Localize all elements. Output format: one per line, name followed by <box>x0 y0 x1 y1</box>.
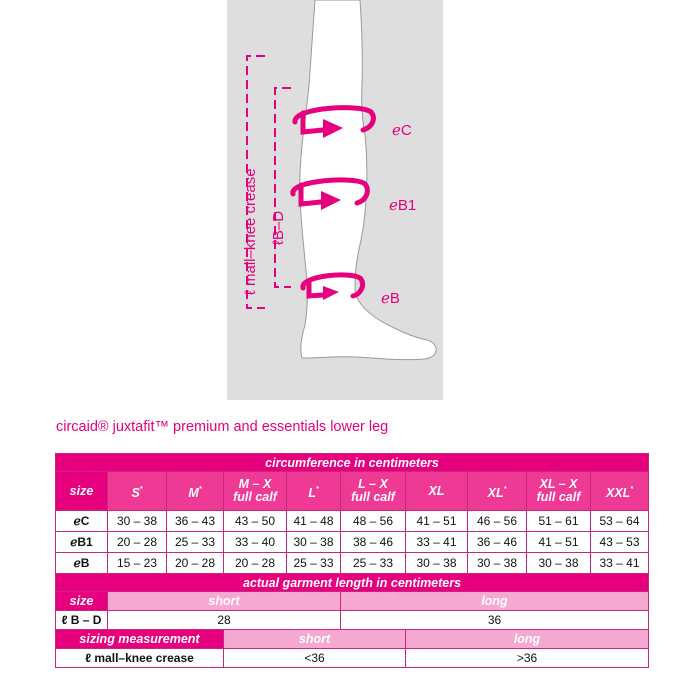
garment-row-label: ℓ B – D <box>56 611 108 630</box>
row-label-b1: ℯB1 <box>56 532 108 553</box>
table-cell: 48 – 56 <box>341 511 406 532</box>
table-cell: 25 – 33 <box>167 532 224 553</box>
circumference-heading-row <box>56 454 649 472</box>
table-cell: 30 – 38 <box>406 553 468 574</box>
length-mall-knee-label: ℓ mall–knee crease <box>242 168 259 295</box>
table-cell: 25 – 33 <box>287 553 341 574</box>
size-header-xl-x: XL – X full calf <box>527 472 591 511</box>
table-cell: 33 – 41 <box>406 532 468 553</box>
table-cell: 38 – 46 <box>341 532 406 553</box>
sizing-row-label: ℓ mall–knee crease <box>56 649 224 668</box>
leg-measurement-illustration <box>227 0 443 400</box>
size-header-xl: XL <box>406 472 468 511</box>
garment-short-header: short <box>108 592 341 611</box>
garment-length-heading: actual garment length in centimeters <box>56 574 649 592</box>
marker-b1-label: ℯB1 <box>389 197 417 214</box>
size-header-l-x: L – X full calf <box>341 472 406 511</box>
table-cell: 30 – 38 <box>527 553 591 574</box>
table-cell: 33 – 41 <box>591 553 649 574</box>
table-cell: 41 – 51 <box>406 511 468 532</box>
garment-size-label: size <box>56 592 108 611</box>
table-row <box>56 553 649 574</box>
table-row <box>56 649 649 668</box>
table-cell: 20 – 28 <box>108 532 167 553</box>
table-cell: 33 – 40 <box>224 532 287 553</box>
table-cell: 20 – 28 <box>167 553 224 574</box>
size-label: size <box>56 472 108 511</box>
table-cell: 15 – 23 <box>108 553 167 574</box>
table-row <box>56 611 649 630</box>
table-cell: 53 – 64 <box>591 511 649 532</box>
table-cell: 51 – 61 <box>527 511 591 532</box>
size-header-s: S* <box>108 472 167 511</box>
table-cell: 25 – 33 <box>341 553 406 574</box>
sizing-measurement-label: sizing measurement <box>56 630 224 649</box>
size-header-m: M* <box>167 472 224 511</box>
table-cell: 41 – 51 <box>527 532 591 553</box>
table-cell: 30 – 38 <box>287 532 341 553</box>
sizing-short-header: short <box>224 630 406 649</box>
size-header-row <box>56 472 649 511</box>
table-cell: 43 – 50 <box>224 511 287 532</box>
size-header-m-x: M – X full calf <box>224 472 287 511</box>
product-title: circaid® juxtafit™ premium and essentials lower leg <box>56 419 389 435</box>
sizing-long-header: long <box>406 630 649 649</box>
row-label-b: ℯB <box>56 553 108 574</box>
table-cell: 30 – 38 <box>468 553 527 574</box>
size-chart-table <box>55 453 649 668</box>
table-row <box>56 532 649 553</box>
marker-b-label: ℯB <box>381 290 400 307</box>
table-cell: 46 – 56 <box>468 511 527 532</box>
sizing-header-row <box>56 630 649 649</box>
table-cell: 30 – 38 <box>108 511 167 532</box>
garment-long-value: 36 <box>341 611 649 630</box>
garment-short-value: 28 <box>108 611 341 630</box>
sizing-short-value: <36 <box>224 649 406 668</box>
garment-long-header: long <box>341 592 649 611</box>
table-cell: 36 – 46 <box>468 532 527 553</box>
table-row <box>56 511 649 532</box>
garment-length-heading-row <box>56 574 649 592</box>
marker-c-label: ℯC <box>392 122 412 139</box>
size-header-xxl: XXL* <box>591 472 649 511</box>
size-header-xl-star: XL* <box>468 472 527 511</box>
row-label-c: ℯC <box>56 511 108 532</box>
table-cell: 43 – 53 <box>591 532 649 553</box>
sizing-long-value: >36 <box>406 649 649 668</box>
table-cell: 36 – 43 <box>167 511 224 532</box>
size-header-l: L* <box>287 472 341 511</box>
circumference-heading: circumference in centimeters <box>56 454 649 472</box>
table-cell: 41 – 48 <box>287 511 341 532</box>
length-b-d-label: ℓB–D <box>270 210 287 245</box>
table-cell: 20 – 28 <box>224 553 287 574</box>
garment-length-subheader-row <box>56 592 649 611</box>
